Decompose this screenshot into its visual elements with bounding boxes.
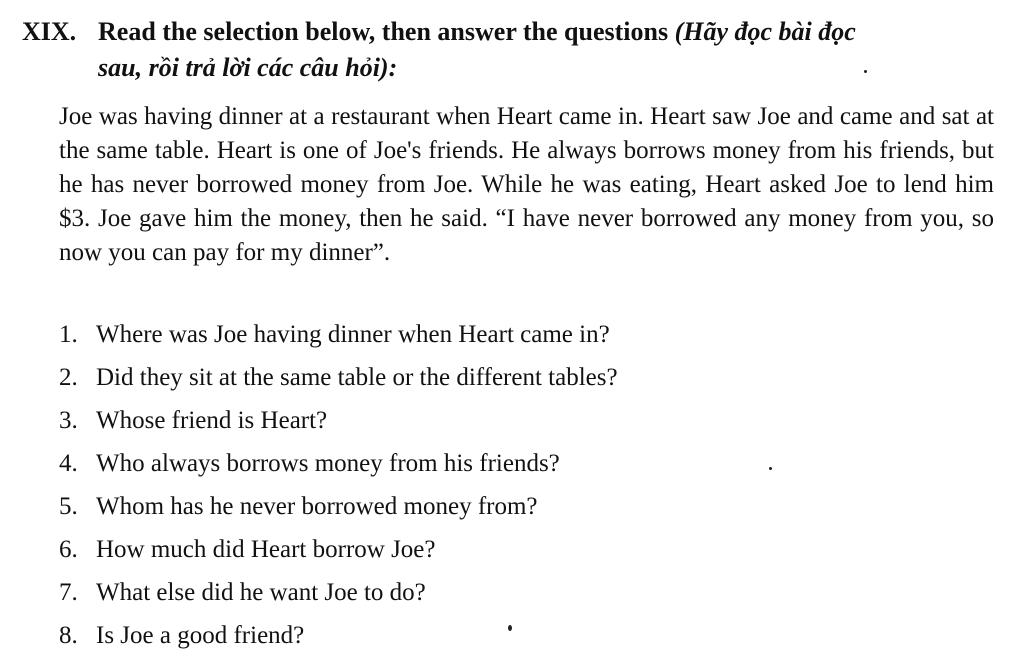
exercise-instruction-vietnamese-part1: (Hãy đọc bài đọc bbox=[674, 17, 856, 46]
question-number: 4. bbox=[59, 450, 78, 477]
question-list bbox=[59, 313, 994, 657]
question-item bbox=[59, 313, 994, 356]
question-text: How much did Heart borrow Joe? bbox=[96, 536, 436, 563]
question-item bbox=[59, 528, 994, 571]
scan-speck bbox=[864, 70, 867, 73]
question-number: 5. bbox=[59, 493, 78, 520]
question-item bbox=[59, 571, 994, 614]
question-item bbox=[59, 485, 994, 528]
question-number: 6. bbox=[59, 536, 78, 563]
question-text: Is Joe a good friend? bbox=[96, 622, 305, 649]
exercise-instruction-vietnamese-part2: sau, rồi trả lời các câu hỏi): bbox=[98, 53, 398, 82]
question-number: 7. bbox=[59, 579, 78, 606]
exercise-instruction: Read the selection below, then answer the questions bbox=[98, 17, 669, 46]
scan-speck bbox=[508, 625, 512, 631]
reading-passage: Joe was having dinner at a restaurant when Heart came in. Heart saw Joe and came and sat at the same table. Heart is one of Joe's friends. He always borrows money from his friends, but he has never borrowed money from Joe. While he was eating, Heart asked Joe to lend him $3. Joe gave him the money, then he said. “I have never borrowed any money from you, so now you can pay for my dinner”. bbox=[59, 103, 994, 266]
question-text: Who always borrows money from his friends? bbox=[96, 450, 560, 477]
question-number: 3. bbox=[59, 407, 78, 434]
question-text: Whom has he never borrowed money from? bbox=[96, 493, 538, 520]
question-number: 8. bbox=[59, 622, 78, 649]
question-text: Whose friend is Heart? bbox=[96, 407, 328, 434]
exercise-number: XIX. bbox=[22, 17, 77, 46]
question-text: What else did he want Joe to do? bbox=[96, 579, 426, 606]
question-item bbox=[59, 399, 994, 442]
question-item bbox=[59, 614, 994, 657]
question-text: Did they sit at the same table or the different tables? bbox=[96, 364, 618, 391]
question-number: 1. bbox=[59, 321, 78, 348]
question-text: Where was Joe having dinner when Heart came in? bbox=[96, 321, 610, 348]
question-item bbox=[59, 356, 994, 399]
exercise-heading bbox=[22, 14, 1007, 86]
question-number: 2. bbox=[59, 364, 78, 391]
question-item bbox=[59, 442, 994, 485]
scan-speck bbox=[769, 467, 772, 470]
